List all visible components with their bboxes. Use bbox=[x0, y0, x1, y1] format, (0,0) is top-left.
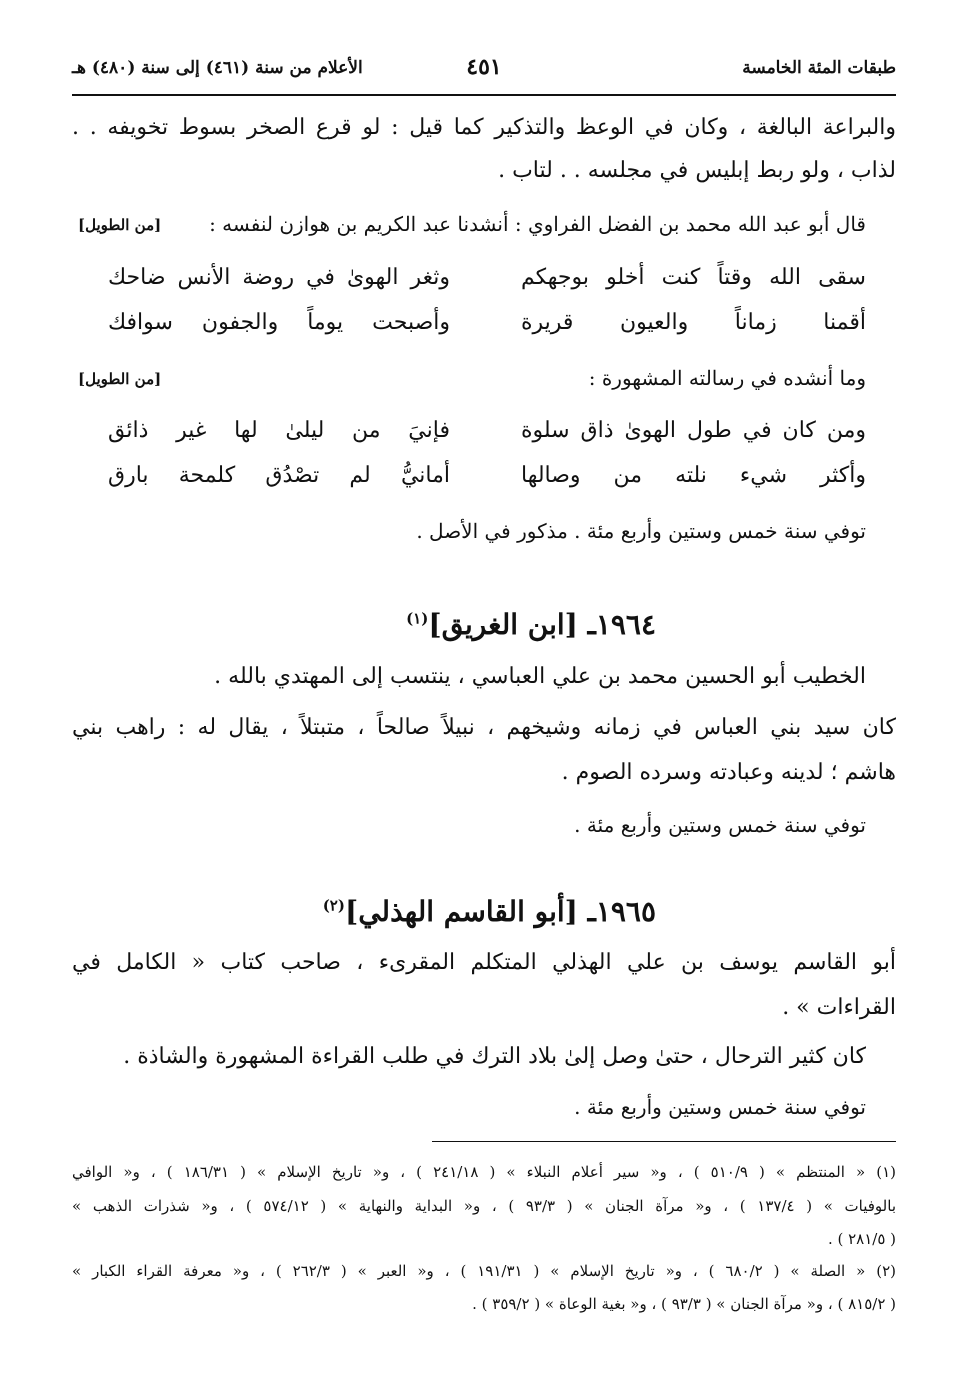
footnote-line: بالوفيات » ( ١٣٧/٤ ) ، و« مرآة الجنان » ( ٩٣/٣ ) ، و« البداية والنهاية » ( ٥٧٤/١٢ ) ، و« شذرات الذهب » bbox=[72, 1197, 896, 1215]
paragraph-line: توفي سنة خمس وستين وأربع مئة . bbox=[574, 1095, 866, 1119]
verse-first-hemistich: وأكثر شيء نلته من وصالها bbox=[521, 463, 866, 488]
paragraph-line: أبو القاسم يوسف بن علي الهذلي المتكلم المقرىء ، صاحب كتاب « الكامل في bbox=[72, 950, 896, 975]
footnote-line: ( ٨١٥/٢ ) ، و« مرآة الجنان » ( ٩٣/٣ ) ، و« بغية الوعاة » ( ٣٥٩/٢ ) . bbox=[472, 1295, 896, 1313]
running-header bbox=[72, 52, 896, 92]
footnote-line: (١) « المنتظم » ( ٥١٠/٩ ) ، و« سير أعلام النبلاء » ( ٢٤١/١٨ ) ، و« تاريخ الإسلام » ( ١٨٦/٣١ ) ، و« الوافي bbox=[72, 1163, 897, 1181]
paragraph-line: توفي سنة خمس وستين وأربع مئة . مذكور في الأصل . bbox=[416, 519, 866, 543]
paragraph-line: توفي سنة خمس وستين وأربع مئة . bbox=[574, 813, 866, 837]
verse-first-hemistich: أقمنا زماناً والعيون قريرة bbox=[521, 310, 866, 335]
entry-heading bbox=[406, 608, 656, 641]
footnote-line: ( ٢٨١/٥ ) . bbox=[827, 1230, 896, 1248]
page-number: ٤٥١ bbox=[466, 54, 502, 80]
entry-heading-text: ١٩٦٥ـ [أبو القاسم الهذلي] bbox=[344, 895, 656, 928]
footnote-ref: (١) bbox=[406, 609, 429, 628]
paragraph-line: لذاب ، ولو ربط إبليس في مجلسه . . لتاب . bbox=[498, 158, 896, 183]
meter-label: [من الطويل] bbox=[78, 216, 162, 234]
header-part-title: طبقات المئة الخامسة bbox=[742, 58, 896, 78]
entry-heading-text: ١٩٦٤ـ [ابن الغريق] bbox=[428, 608, 656, 641]
paragraph-line: والبراعة البالغة ، وكان في الوعظ والتذكير كما قيل : لو قرع الصخر بسوط تخويفه . . bbox=[72, 115, 896, 140]
verse-second-hemistich: وأصبحت يوماً والجفون سوافك bbox=[108, 310, 450, 335]
poem-intro: وما أنشده في رسالته المشهورة : bbox=[588, 366, 866, 390]
footnote-line: (٢) « الصلة » ( ٦٨٠/٢ ) ، و« تاريخ الإسلام » ( ١٩١/٣١ ) ، و« العبر » ( ٢٦٢/٣ ) ، و« معرفة القراء الكبار » bbox=[72, 1262, 897, 1280]
verse-first-hemistich: سقى الله وقتاً كنت أخلو بوجهكم bbox=[521, 265, 866, 290]
paragraph-line: كان سيد بني العباس في زمانه وشيخهم ، نبيلاً صالحاً ، متبتلاً ، يقال له : راهب بني bbox=[72, 715, 896, 740]
footnote-ref: (٢) bbox=[322, 896, 345, 915]
paragraph-line: هاشم ؛ لدينه وعبادته وسرده الصوم . bbox=[561, 760, 896, 785]
footnote-rule bbox=[432, 1141, 896, 1142]
header-year-range: الأعلام من سنة (٤٦١) إلى سنة (٤٨٠) هـ bbox=[72, 58, 363, 78]
header-rule bbox=[72, 94, 896, 96]
verse-second-hemistich: وثغر الهوىٰ في روضة الأنس ضاحك bbox=[108, 265, 450, 290]
meter-label: [من الطويل] bbox=[78, 370, 162, 388]
verse-second-hemistich: فإنيَ من ليلىٰ لها غير ذائق bbox=[108, 418, 450, 443]
paragraph-line: القراءات » . bbox=[782, 995, 896, 1020]
verse-second-hemistich: أمانيُّ لم تصْدُق كلمحة بارق bbox=[108, 463, 450, 488]
entry-heading bbox=[323, 895, 656, 928]
verse-first-hemistich: ومن كان في طول الهوىٰ ذاق سلوة bbox=[521, 418, 866, 443]
paragraph-line: الخطيب أبو الحسين محمد بن علي العباسي ، ينتسب إلى المهتدي بالله . bbox=[214, 664, 866, 689]
poem-intro: قال أبو عبد الله محمد بن الفضل الفراوي : أنشدنا عبد الكريم بن هوازن لنفسه : bbox=[209, 212, 866, 236]
paragraph-line: كان كثير الترحال ، حتىٰ وصل إلىٰ بلاد الترك في طلب القراءة المشهورة والشاذة . bbox=[123, 1044, 866, 1069]
